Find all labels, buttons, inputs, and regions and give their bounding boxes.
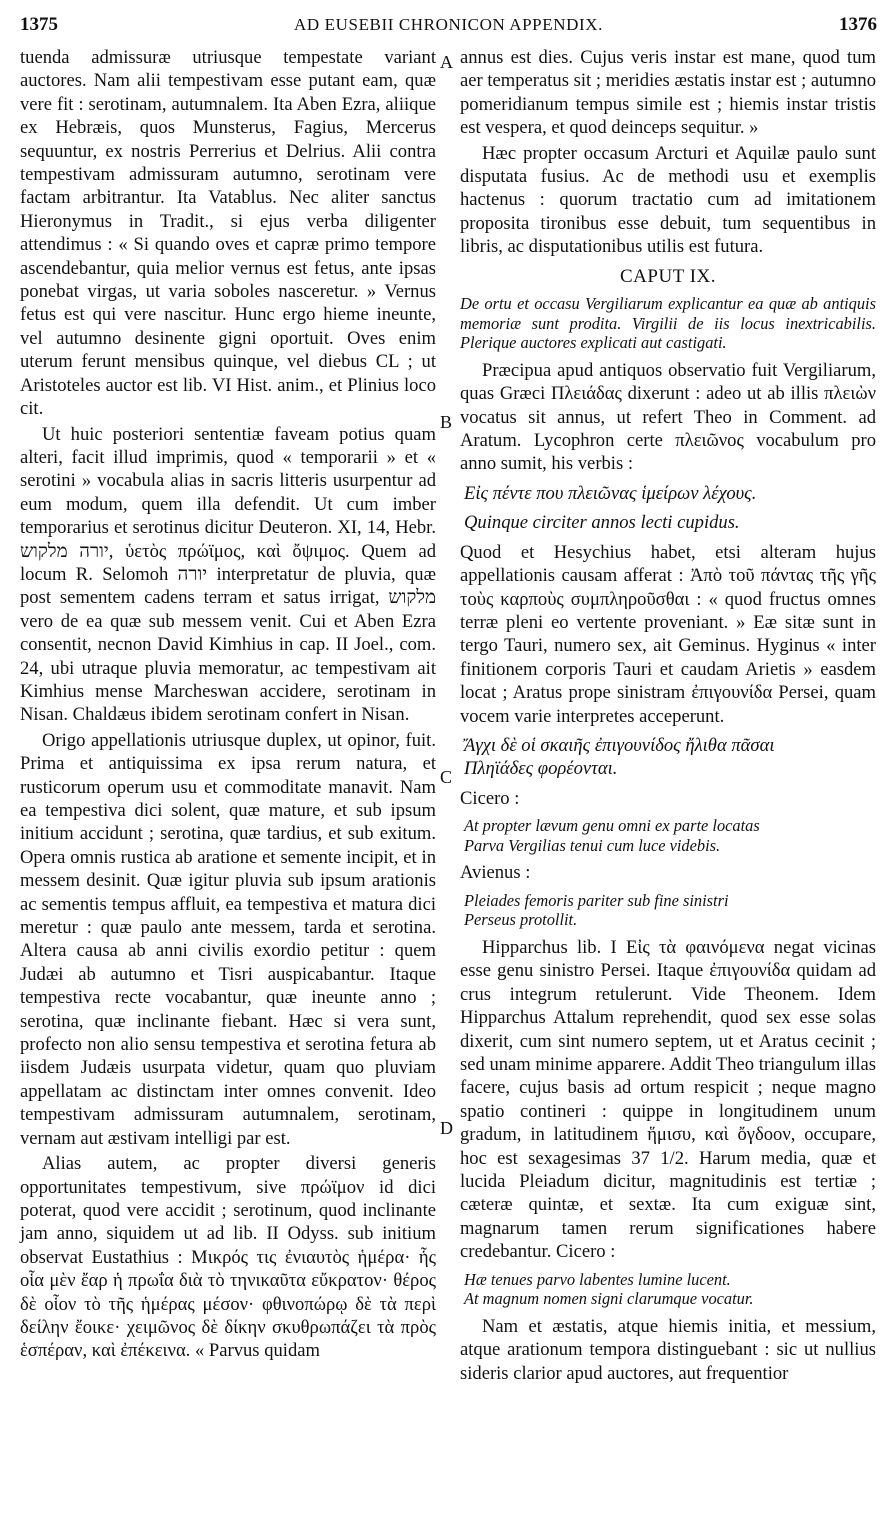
margin-letter-a: A <box>440 52 453 72</box>
right-paragraph-6: Nam et æstatis, atque hiemis initia, et messium, atque arationum tempora distinguebant : sic ut nullius sideris clarior apud auctores, aut frequentior <box>460 1315 876 1384</box>
verse-cicero-2-line-2: At magnum nomen signi clarumque vocatur. <box>464 1289 754 1309</box>
verse-avienus-line-2: Perseus protollit. <box>464 910 578 930</box>
label-avienus: Avienus : <box>460 862 531 884</box>
verse-avienus-line-1: Pleiades femoris pariter sub fine sinistri <box>464 890 729 910</box>
running-header <box>20 14 877 40</box>
verse-cicero-line-2: Parva Vergilias tenui cum luce videbis. <box>464 835 721 855</box>
label-cicero: Cicero : <box>460 787 520 809</box>
verse-aratus-line-1: Ἄγχι δὲ οἱ σκαιῆς ἐπιγουνίδος ἤλιθα πᾶσαι <box>464 734 775 756</box>
verse-cicero-line-1: At propter lævum genu omni ex parte locatas <box>464 816 760 836</box>
right-paragraph-1: annus est dies. Cujus veris instar est mane, quod tum aer temperatus sit ; meridies æstatis instar est ; autumno pomeridianum tempus simile est ; hiemis instar tristis est vespera, et quod deinceps sequitur. » <box>460 47 876 139</box>
verse-lycophron-greek: Εἰς πέντε που πλειῶνας ἱμείρων λέχους. <box>464 482 757 504</box>
page-number-left: 1375 <box>20 14 58 35</box>
verse-avienus <box>464 891 876 930</box>
right-paragraph-3: Præcipua apud antiquos observatio fuit Vergiliarum, quas Græci Πλειάδας dixerunt : adeo ut ab illis πλειὼν vocatus sit annus, ut refert Theo in Comment. ad Aratum. Lycophron certe πλειῶνος vocabulum pro anno sumit, his verbis : <box>460 359 876 475</box>
right-paragraph-4: Quod et Hesychius habet, etsi alteram hujus appellationis causam afferat : Ἀπὸ τοῦ πάντας τῆς γῆς τοὺς καρποὺς συμπληροῦσθαι : « quod fructus omnes terræ pleni eo vertente proveniant. » Eæ sitæ sunt in tergo Tauri, numero sex, ait Geminus. Hyginus « inter finitionem corporis Tauri et caudam Arietis » easdem locat ; Aratus prope sinistram ἐπιγουνίδα Persei, quam vocem varie interpretes acceperunt. <box>460 541 876 727</box>
chapter-summary: De ortu et occasu Vergiliarum explicantur ea quæ ab antiquis memoriæ sunt prodita. Virgilii de iis locus inextricabilis. Plerique auctores explicati aut castigati. <box>460 294 876 353</box>
left-column <box>20 46 436 1363</box>
verse-cicero-2 <box>464 1270 876 1309</box>
verse-cicero-2-line-1: Hæ tenues parvo labentes lumine lucent. <box>464 1269 731 1289</box>
right-paragraph-2: Hæc propter occasum Arcturi et Aquilæ paulo sunt disputata fusius. Ac de methodi usu et exemplis hactenus : quorum tractatio cum ad imitationem proposita tironibus esse debuit, tum sequentibus in libris, ac disputationibus utilis est futura. <box>460 142 876 258</box>
margin-letter-d: D <box>440 1118 453 1138</box>
page-number-right: 1376 <box>839 14 877 35</box>
verse-aratus-line-2: Πληϊάδες φορέονται. <box>464 758 618 780</box>
chapter-heading: CAPUT IX. <box>620 265 716 287</box>
left-paragraph-4: Alias autem, ac propter diversi generis opportunitates tempestivum, sive πρώϊμον id dici poterat, quod vere accidit ; serotinum, quod inclinante jam anno, siquidem ut ad lib. II Odyss. sub initium observat Eustathius : Μικρός τις ἐνιαυτὸς ἡμέρα· ἧς οἷα μὲν ἔαρ ἡ πρωΐα διὰ τὸ τηνικαῦτα εὔκρατον· θέρος δὲ οἷον τὸ τῆς ἡμέρας μέσον· φθινοπώρῳ δὲ τὰ περὶ δείλην ἔοικε· χειμῶνος δὲ δίκην σκυθρωπάζει τὰ πρὸς ἑσπέραν, καὶ ἐπέκεινα. « Parvus quidam <box>20 1153 436 1362</box>
margin-letter-c: C <box>440 767 453 787</box>
margin-letter-b: B <box>440 412 453 432</box>
running-title: AD EUSEBII CHRONICON APPENDIX. <box>294 15 603 34</box>
verse-aratus <box>464 734 876 781</box>
verse-cicero <box>464 816 876 855</box>
right-paragraph-5: Hipparchus lib. I Εἰς τὰ φαινόμενα negat vicinas esse genu sinistro Persei. Itaque ἐπιγουνίδα quidam ad crus integrum retulerunt. Vide Theonem. Idem Hipparchus Attalum reprehendit, quod sex esse solas dixerit, cum sint numero septem, ut et Aratus cecinit ; sed unam minime apparere. Addit Theo triangulum illas facere, cujus basis ad ortum respicit ; neque magno spatio contineri : quippe in longitudinem unum gradum, in latitudinem ἥμισυ, καὶ ὄγδοον, occupare, hoc est sexagesimas 37 1/2. Harum media, quæ et lucida Pleiadum dicitur, magnitudinis est tertiæ ; cæteræ quintæ, et sextæ. Ita cum exiguæ sint, magnarum tamen rerum significationes habere credebantur. Cicero : <box>460 936 876 1263</box>
left-paragraph-3: Origo appellationis utriusque duplex, ut opinor, fuit. Prima et antiquissima ex ipsa rerum natura, et rusticorum operum usu et commoditate manavit. Nam ea tempestiva dici solent, quæ mature, et sub ipsum initium accidunt ; serotina, quæ tardius, et sub exitum. Opera omnis rustica ab aratione et semente incipit, et in messem desinit. Quæ igitur pluvia sub ipsum arationis ac sementis tempus affluit, ea tempestiva et matura dici meretur : quæ paulo ante messem, tarda et serotina. Altera causa ab anni civilis exordio petitur : quem Judæi ab autumno et Tisri auspicabantur. Itaque tempestiva recte vocabantur, quæ ineunte anno ; serotina, quæ inclinante fiebant. Hæc si vera sunt, profecto non alio sensu tempestiva et serotina fetura ab iisdem Judæis usurpata videtur, quam quo pluviam appellatam ac distinctam inter omnes convenit. Ideo tempestivam admissuram autumnalem, serotinam, vernam aut æstivam intelligi par est. <box>20 729 436 1149</box>
left-paragraph-2: Ut huic posteriori sententiæ faveam potius quam alteri, facit illud imprimis, quod « temporarii » et « serotini » vocabula alias in sacris litteris usurpentur ad eum modum, quem illa defendit. Ut cum imber temporarius et serotinus dicitur Deuteron. XI, 14, Hebr. יורה מלקוש, ὑετὸς πρώϊμος, καὶ ὄψιμος. Quem ad locum R. Selomoh יורה interpretatur de pluvia, quæ post sementem cadens terram et satus irrigat, מלקוש vero de ea quæ sub messem venit. Cui et Aben Ezra consentit, necnon David Kimhius in cap. II Joel., com. 24, ubi utraque pluvia memoratur, ac tempestivam ait Kimhius mense Marcheswan accidere, serotinam in Nisan. Chaldæus ibidem serotinam confert in Nisan. <box>20 423 437 726</box>
verse-lycophron-latin: Quinque circiter annos lecti cupidus. <box>464 512 740 534</box>
right-column <box>460 46 876 1385</box>
left-paragraph-1: tuenda admissuræ utriusque tempestate variant auctores. Nam alii tempestivam esse putant eam, quæ vere fit : serotinam, autumnalem. Ita Aben Ezra, aliique ex Hebræis, quos Munsterus, Fagius, Mercerus sequuntur, ex nostris Perrerius et Delrius. Alii contra tempestivam admissuram autumno, serotinam vere factam arbitrantur. Ita Vatablus. Nec aliter sanctus Hieronymus in Tradit., si ejus verba diligenter attendimus : « Si quando oves et capræ primo tempore ascendebantur, quia melior vernus est fetus, ante ipsas ponebat virgas, ut varia soboles nasceretur. » Vernus fetus est qui vere nascitur. Hunc ergo hieme ineunte, vel autumno desinente gigni oportuit. Oves enim uterum ferunt mensibus quinque, vel diebus CL ; ut Aristoteles auctor est lib. VI Hist. anim., et Plinius loco cit. <box>20 47 436 420</box>
